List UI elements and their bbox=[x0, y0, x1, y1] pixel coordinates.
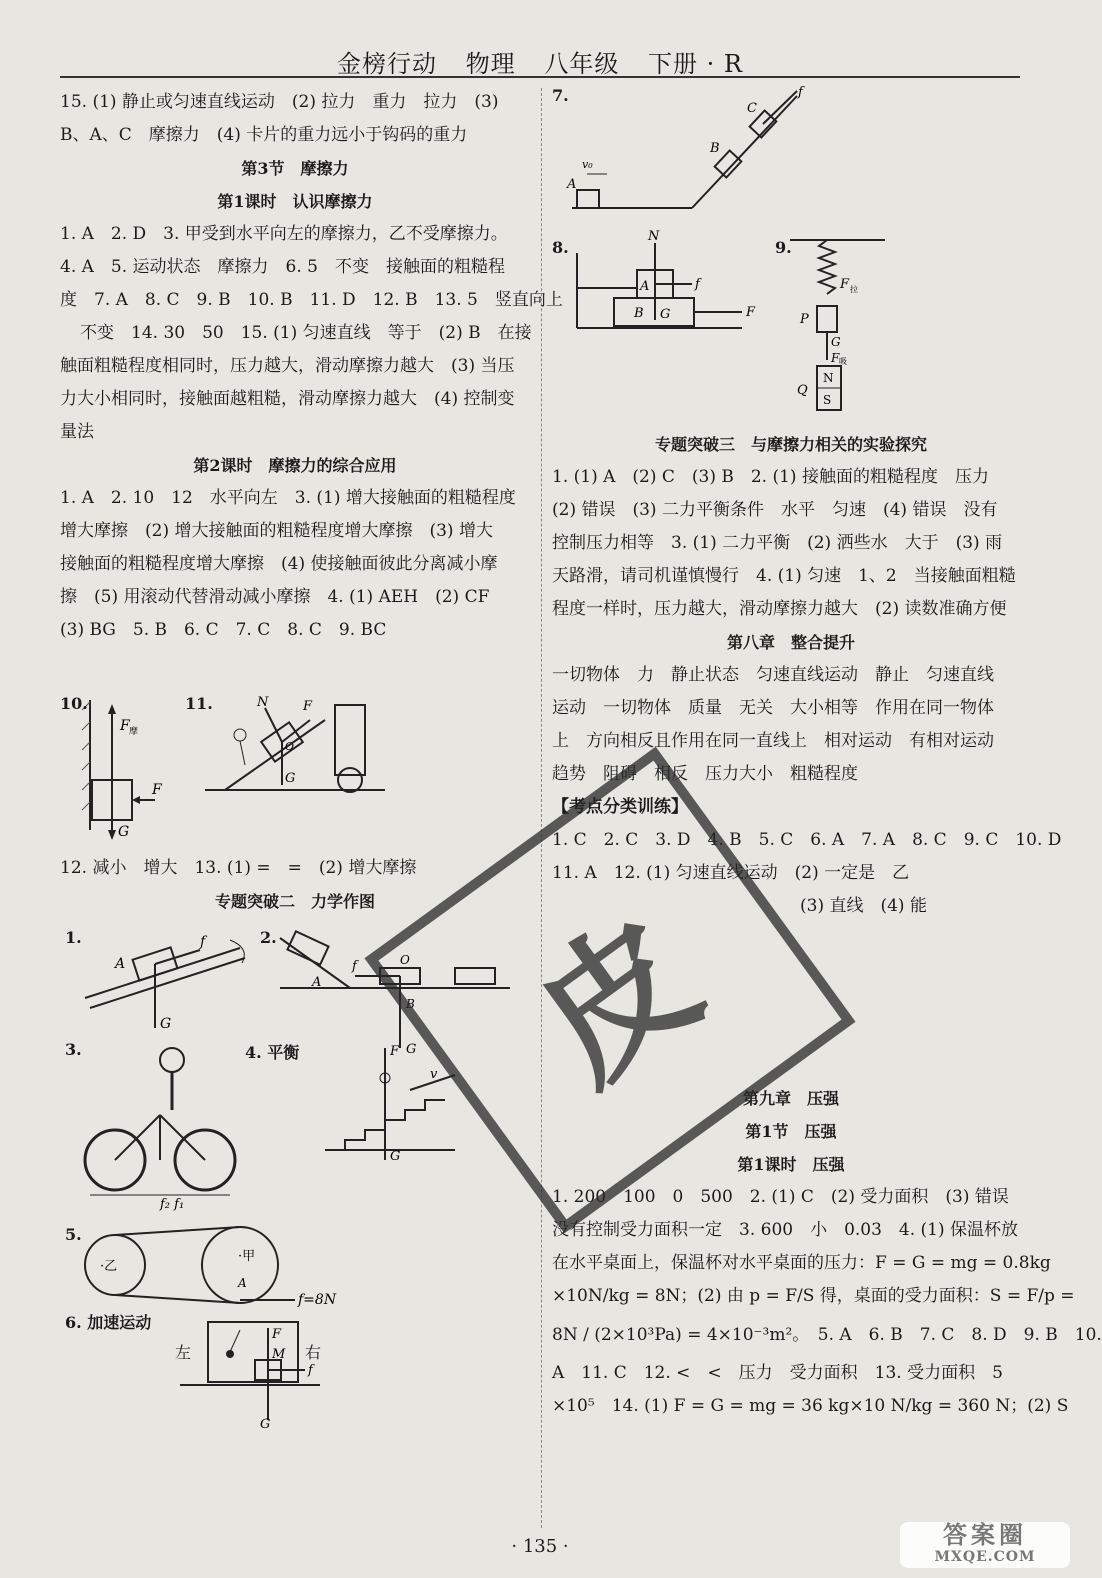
incline-blocks-diagram bbox=[552, 86, 812, 216]
figure-label: 10. bbox=[60, 694, 88, 713]
figure-label: 2. bbox=[260, 928, 277, 947]
svg-text:拉: 拉 bbox=[850, 285, 858, 294]
svg-text:N: N bbox=[257, 695, 269, 710]
svg-text:A: A bbox=[567, 177, 577, 192]
svg-text:f: f bbox=[798, 85, 803, 100]
svg-text:A: A bbox=[238, 1276, 247, 1290]
answer-line: 11. A 12. (1) 匀速直线运动 (2) 一定是 乙 bbox=[552, 863, 910, 883]
answer-line: 1. C 2. C 3. D 4. B 5. C 6. A 7. A 8. C 9. C 10. D bbox=[552, 830, 1062, 850]
answer-line: 增大摩擦 (2) 增大接触面的粗糙程度增大摩擦 (3) 增大 bbox=[60, 521, 493, 541]
svg-text:O: O bbox=[285, 740, 295, 753]
answer-line: 在水平桌面上，保温杯对水平桌面的压力：F = G = mg = 0.8kg bbox=[552, 1253, 1051, 1273]
svg-text:M: M bbox=[272, 1347, 286, 1362]
bicycle-diagram bbox=[60, 1040, 240, 1210]
answer-line: 擦 (5) 用滚动代替滑动减小摩擦 4. (1) AEH (2) CF bbox=[60, 587, 490, 607]
site-watermark bbox=[900, 1522, 1070, 1568]
ramp-truck-diagram bbox=[185, 690, 385, 800]
answer-line: 触面粗糙程度相同时，压力越大，滑动摩擦力越大 (3) 当压 bbox=[60, 356, 515, 376]
svg-text:v₀: v₀ bbox=[582, 158, 593, 171]
answer-line: 天路滑，请司机谨慎慢行 4. (1) 匀速 1、2 当接触面粗糙 bbox=[552, 566, 1016, 586]
answer-line: 1. (1) A (2) C (3) B 2. (1) 接触面的粗糙程度 压力 bbox=[552, 467, 989, 487]
figure-8 bbox=[552, 228, 782, 338]
svg-text:G: G bbox=[118, 824, 130, 840]
figure-11 bbox=[185, 690, 385, 800]
svg-text:G: G bbox=[406, 1042, 417, 1057]
svg-text:B: B bbox=[710, 141, 720, 156]
svg-text:N: N bbox=[648, 229, 660, 244]
training-heading: 【考点分类训练】 bbox=[552, 797, 688, 817]
figure-1 bbox=[60, 928, 260, 1038]
left-column bbox=[60, 86, 563, 647]
answer-line: 15. (1) 静止或匀速直线运动 (2) 拉力 重力 拉力 (3) bbox=[60, 92, 499, 112]
svg-text:f: f bbox=[200, 934, 206, 950]
svg-text:B: B bbox=[634, 306, 644, 321]
figure-6 bbox=[60, 1310, 360, 1430]
answer-line: (3) BG 5. B 6. C 7. C 8. C 9. BC bbox=[60, 620, 387, 640]
svg-text:·甲: ·甲 bbox=[238, 1249, 256, 1264]
answer-line: 上 方向相反且作用在同一直线上 相对运动 有相对运动 bbox=[552, 731, 994, 751]
answer-line: 量法 bbox=[60, 422, 94, 442]
svg-text:f=8N: f=8N bbox=[298, 1292, 337, 1308]
figure-10 bbox=[60, 690, 180, 840]
answer-line: 1. 200 100 0 500 2. (1) C (2) 受力面积 (3) 错误 bbox=[552, 1187, 1009, 1207]
special-heading: 专题突破二 力学作图 bbox=[214, 892, 375, 911]
header-brand: 金榜行动 bbox=[337, 50, 438, 78]
header-grade: 八年级 bbox=[544, 50, 620, 78]
chapter-heading: 第八章 整合提升 bbox=[726, 633, 855, 652]
lesson-heading: 第2课时 摩擦力的综合应用 bbox=[193, 456, 397, 475]
answer-line: (2) 错误 (3) 二力平衡条件 水平 匀速 (4) 错误 没有 bbox=[552, 500, 998, 520]
svg-text:f: f bbox=[308, 1363, 313, 1378]
special-heading: 专题突破三 与摩擦力相关的实验探究 bbox=[654, 435, 927, 454]
figure-label: 9. bbox=[775, 238, 792, 257]
figure-label: 3. bbox=[65, 1040, 82, 1059]
svg-text:G: G bbox=[260, 1417, 271, 1432]
answer-line: 1. A 2. D 3. 甲受到水平向左的摩擦力，乙不受摩擦力。 bbox=[60, 224, 508, 244]
section-heading: 第3节 摩擦力 bbox=[241, 159, 349, 178]
svg-text:A: A bbox=[115, 956, 126, 972]
page-number: · 135 · bbox=[511, 1536, 569, 1557]
stacked-blocks-diagram bbox=[552, 228, 782, 338]
answer-line: 4. A 5. 运动状态 摩擦力 6. 5 不变 接触面的粗糙程 bbox=[60, 257, 505, 277]
answer-line: 12. 减小 增大 13. (1) = = (2) 增大摩擦 bbox=[60, 858, 417, 878]
answer-line: 一切物体 力 静止状态 匀速直线运动 静止 匀速直线 bbox=[552, 665, 994, 685]
svg-text:Q: Q bbox=[797, 383, 808, 398]
figure-label: 4. 平衡 bbox=[245, 1043, 300, 1062]
figure-label: 11. bbox=[185, 694, 213, 713]
svg-text:F: F bbox=[390, 1044, 400, 1059]
stamp-character: 皮 bbox=[505, 885, 731, 1116]
direction-right: 右 bbox=[305, 1343, 322, 1362]
svg-text:G: G bbox=[160, 1016, 172, 1032]
answer-line: 接触面的粗糙程度增大摩擦 (4) 使接触面彼此分离减小摩 bbox=[60, 554, 498, 574]
answer-line: ×10⁵ 14. (1) F = G = mg = 36 kg×10 N/kg = 360 N；(2) S bbox=[552, 1396, 1069, 1416]
answer-line: 程度一样时，压力越大，滑动摩擦力越大 (2) 读数准确方便 bbox=[552, 599, 1007, 619]
svg-text:f₂ f₁: f₂ f₁ bbox=[160, 1197, 185, 1212]
answer-line: 力大小相同时，接触面越粗糙，滑动摩擦力越大 (4) 控制变 bbox=[60, 389, 515, 409]
lesson-heading: 第1课时 认识摩擦力 bbox=[217, 192, 373, 211]
svg-text:F: F bbox=[840, 277, 850, 292]
svg-text:G: G bbox=[390, 1149, 401, 1164]
svg-text:F: F bbox=[831, 351, 840, 365]
header-volume: 下册 · R bbox=[647, 50, 743, 78]
svg-text:A: A bbox=[312, 975, 322, 990]
answer-line: (3) 直线 (4) 能 bbox=[800, 896, 927, 916]
answer-line: A 11. C 12. < < 压力 受力面积 13. 受力面积 5 bbox=[552, 1363, 1003, 1383]
answer-line: 8N / (2×10³Pa) = 4×10⁻³m²。 5. A 6. B 7. C 8. D 9. B 10. bbox=[552, 1325, 1102, 1345]
answer-line: B、A、C 摩擦力 (4) 卡片的重力远小于钩码的重力 bbox=[60, 125, 468, 145]
svg-text:G: G bbox=[660, 307, 671, 322]
figure-9 bbox=[775, 228, 895, 418]
svg-text:v: v bbox=[430, 1067, 438, 1082]
spring-magnet-diagram bbox=[775, 228, 895, 418]
direction-left: 左 bbox=[175, 1343, 192, 1362]
svg-text:f: f bbox=[352, 959, 357, 974]
svg-text:S: S bbox=[823, 393, 832, 407]
svg-text:O: O bbox=[400, 953, 410, 967]
svg-text:A: A bbox=[640, 279, 650, 294]
answer-line: 1. A 2. 10 12 水平向左 3. (1) 增大接触面的粗糙程度 bbox=[60, 488, 516, 508]
svg-text:C: C bbox=[747, 101, 757, 116]
svg-text:G: G bbox=[831, 335, 841, 349]
figure-7 bbox=[552, 86, 812, 216]
svg-text:F: F bbox=[152, 782, 162, 798]
svg-text:G: G bbox=[285, 771, 296, 786]
svg-text:F: F bbox=[303, 699, 313, 714]
figure-label: 7. bbox=[552, 86, 569, 105]
header-subject: 物理 bbox=[465, 50, 516, 78]
svg-text:N: N bbox=[823, 371, 834, 385]
figure-label: 6. 加速运动 bbox=[65, 1313, 152, 1332]
figure-3 bbox=[60, 1040, 240, 1210]
chapter-heading: 第九章 压强 bbox=[742, 1089, 839, 1108]
lesson-heading: 第1课时 压强 bbox=[737, 1155, 845, 1174]
belt-pulley-diagram bbox=[60, 1225, 350, 1308]
svg-text:f: f bbox=[695, 277, 700, 292]
svg-text:摩: 摩 bbox=[129, 727, 139, 737]
watermark-url: MXQE.COM bbox=[934, 1549, 1036, 1565]
answer-line: 控制压力相等 3. (1) 二力平衡 (2) 洒些水 大于 (3) 雨 bbox=[552, 533, 1003, 553]
answer-line: 不变 14. 30 50 15. (1) 匀速直线 等于 (2) B 在接 bbox=[80, 323, 532, 343]
svg-text:F: F bbox=[120, 718, 130, 734]
section-heading: 第1节 压强 bbox=[745, 1122, 837, 1141]
svg-text:吸: 吸 bbox=[839, 357, 847, 366]
svg-text:P: P bbox=[800, 312, 809, 327]
figure-label: 1. bbox=[65, 928, 82, 947]
page-header bbox=[60, 44, 1020, 78]
svg-text:F: F bbox=[746, 305, 756, 320]
answer-line: 度 7. A 8. C 9. B 10. B 11. D 12. B 13. 5 竖直向上 bbox=[60, 290, 563, 310]
svg-text:F: F bbox=[272, 1327, 282, 1342]
svg-text:·乙: ·乙 bbox=[100, 1259, 118, 1274]
figure-label: 8. bbox=[552, 238, 569, 257]
incline-conveyor-diagram bbox=[60, 928, 260, 1038]
header-rule bbox=[60, 76, 1020, 78]
svg-text:B: B bbox=[406, 997, 415, 1011]
watermark-title: 答案圈 bbox=[943, 1520, 1027, 1549]
figure-label: 5. bbox=[65, 1225, 82, 1244]
figure-5 bbox=[60, 1225, 350, 1308]
answer-line: 没有控制受力面积一定 3. 600 小 0.03 4. (1) 保温杯放 bbox=[552, 1220, 1019, 1240]
answer-line: 运动 一切物体 质量 无关 大小相等 作用在同一物体 bbox=[552, 698, 994, 718]
answer-line: ×10N/kg = 8N；(2) 由 p = F/S 得，桌面的受力面积：S = F/p = bbox=[552, 1286, 1075, 1306]
answer-line: 趋势 阻碍 相反 压力大小 粗糙程度 bbox=[552, 764, 858, 784]
